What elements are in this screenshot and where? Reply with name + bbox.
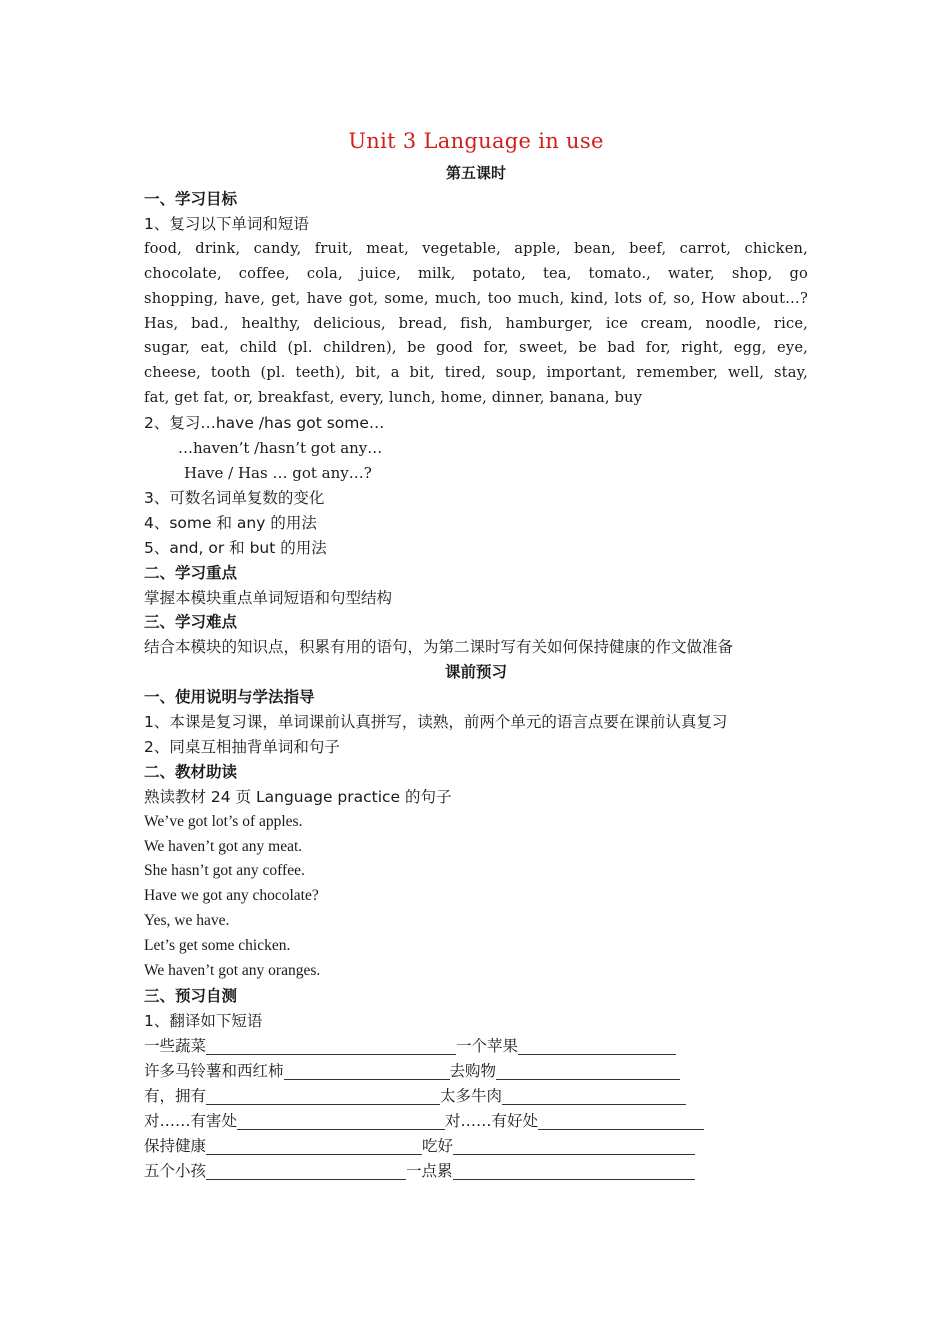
phrase-label: 五个小孩 <box>144 1161 207 1180</box>
goal-item-3: 3、可数名词单复数的变化 <box>144 488 325 507</box>
preview-section-heading-selftest: 三、预习自测 <box>144 987 238 1005</box>
goal-item-2-line3: Have / Has … got any…? <box>184 463 372 482</box>
lesson-subtitle: 第五课时 <box>445 164 506 182</box>
practice-sentence: She hasn’t got any coffee. <box>144 862 305 880</box>
phrase-label: 对……有害处 <box>144 1111 238 1130</box>
translation-row <box>144 1134 808 1159</box>
translation-row <box>144 1109 808 1134</box>
vocab-line: chocolate, coffee, cola, juice, milk, potato, tea, tomato., water, shop, go <box>144 264 808 282</box>
goal-item-2: 2、复习…have /has got some… <box>144 414 385 433</box>
answer-blank[interactable] <box>206 1161 406 1180</box>
section-heading-difficulty: 三、学习难点 <box>144 613 238 632</box>
vocab-line: shopping, have, get, have got, some, much, too much, kind, lots of, so, How about…? <box>144 289 808 307</box>
goal-item-5: 5、and, or 和 but 的用法 <box>144 538 327 557</box>
translation-exercise <box>144 1034 808 1184</box>
answer-blank[interactable] <box>453 1136 695 1155</box>
translation-row <box>144 1034 808 1059</box>
goal-item-4: 4、some 和 any 的用法 <box>144 513 317 532</box>
practice-sentence: We’ve got lot’s of apples. <box>144 812 303 830</box>
answer-blank[interactable] <box>206 1086 440 1105</box>
answer-blank[interactable] <box>206 1036 456 1055</box>
translation-row <box>144 1084 808 1109</box>
section-heading-focus: 二、学习重点 <box>144 563 238 582</box>
phrase-label: 有，拥有 <box>144 1086 207 1105</box>
vocab-line: fat, get fat, or, breakfast, every, lunch, home, dinner, banana, buy <box>144 389 643 407</box>
practice-sentence: We haven’t got any meat. <box>144 837 303 855</box>
answer-blank[interactable] <box>496 1061 680 1080</box>
translation-row <box>144 1159 808 1184</box>
answer-blank[interactable] <box>502 1086 686 1105</box>
practice-sentences <box>144 810 808 984</box>
section-heading-goals: 一、学习目标 <box>144 190 238 208</box>
vocab-line: Has, bad., healthy, delicious, bread, fish, hamburger, ice cream, noodle, rice, <box>144 314 808 332</box>
practice-sentence: Yes, we have. <box>144 912 230 930</box>
answer-blank[interactable] <box>206 1136 422 1155</box>
phrase-label: 太多牛肉 <box>440 1086 503 1105</box>
phrase-label: 保持健康 <box>144 1136 207 1155</box>
worksheet-page <box>144 126 808 1184</box>
vocab-line: food, drink, candy, fruit, meat, vegetable, apple, bean, beef, carrot, chicken, <box>144 239 808 257</box>
vocabulary-list <box>144 237 808 411</box>
guide-item-1: 1、本课是复习课，单词课前认真拼写，读熟，前两个单元的语言点要在课前认真复习 <box>144 713 728 732</box>
answer-blank[interactable] <box>518 1036 676 1055</box>
practice-sentence: We haven’t got any oranges. <box>144 962 321 980</box>
phrase-label: 一个苹果 <box>456 1036 519 1055</box>
answer-blank[interactable] <box>284 1061 450 1080</box>
answer-blank[interactable] <box>453 1161 695 1180</box>
focus-text: 掌握本模块重点单词短语和句型结构 <box>144 588 393 607</box>
practice-sentence: Have we got any chocolate? <box>144 887 319 905</box>
translation-row <box>144 1059 808 1084</box>
difficulty-text: 结合本模块的知识点，积累有用的语句，为第二课时写有关如何保持健康的作文做准备 <box>144 638 734 657</box>
vocab-line: sugar, eat, child (pl. children), be good for, sweet, be bad for, right, egg, eye, <box>144 339 808 357</box>
goal-item-1: 1、复习以下单词和短语 <box>144 214 309 233</box>
phrase-label: 吃好 <box>422 1136 454 1155</box>
phrase-label: 许多马铃薯和西红柿 <box>144 1061 284 1080</box>
answer-blank[interactable] <box>538 1111 704 1130</box>
phrase-label: 去购物 <box>449 1061 497 1080</box>
phrase-label: 一点累 <box>406 1161 453 1180</box>
phrase-label: 对……有好处 <box>445 1111 539 1130</box>
preview-section-heading-reading: 二、教材助读 <box>144 762 238 781</box>
goal-item-2-line2: …haven’t /hasn’t got any… <box>178 439 383 458</box>
phrase-label: 一些蔬菜 <box>144 1036 207 1055</box>
vocab-line: cheese, tooth (pl. teeth), bit, a bit, tired, soup, important, remember, well, stay, <box>144 364 808 382</box>
reading-intro: 熟读教材 24 页 Language practice 的句子 <box>144 787 452 806</box>
page-title: Unit 3 Language in use <box>348 129 604 153</box>
selftest-item-1: 1、翻译如下短语 <box>144 1011 263 1030</box>
preview-section-heading-guide: 一、使用说明与学法指导 <box>144 688 315 707</box>
answer-blank[interactable] <box>237 1111 445 1130</box>
preview-heading: 课前预习 <box>444 663 507 682</box>
guide-item-2: 2、同桌互相抽背单词和句子 <box>144 737 340 756</box>
practice-sentence: Let’s get some chicken. <box>144 937 291 955</box>
